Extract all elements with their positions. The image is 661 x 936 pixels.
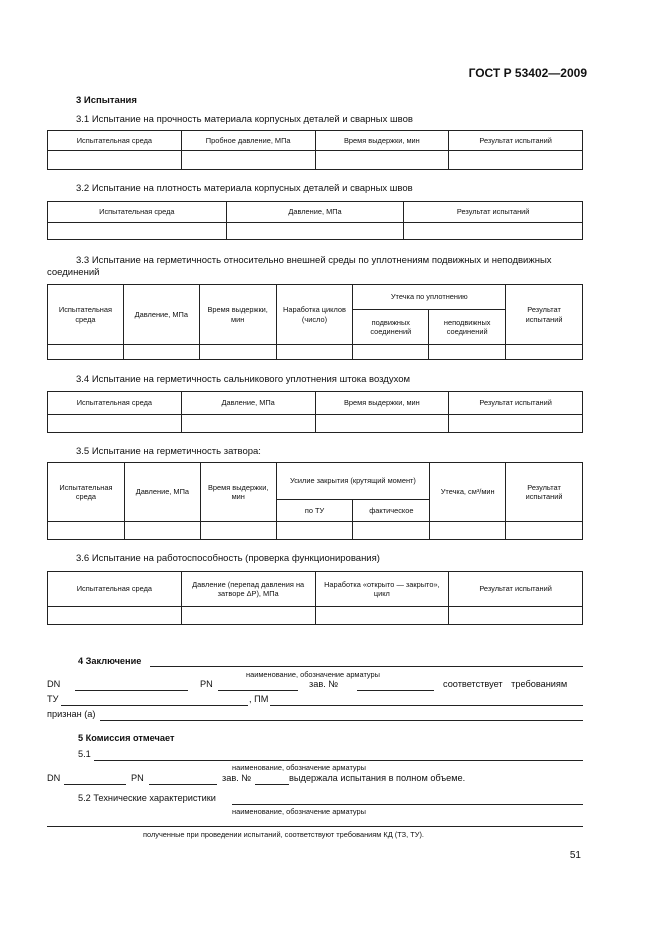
col-header: Результат испытаний: [449, 572, 583, 607]
col-header: Результат испытаний: [506, 285, 583, 345]
table-cell[interactable]: [48, 607, 182, 625]
zav-label: зав. №: [309, 679, 339, 689]
caption-3-3-line2: соединений: [47, 267, 100, 278]
pm-field[interactable]: [270, 705, 583, 706]
section-4-title: 4 Заключение: [78, 656, 142, 666]
table-3-5: [47, 462, 583, 540]
page-number: 51: [569, 850, 581, 861]
table-cell[interactable]: [315, 607, 449, 625]
tu-label: ТУ: [47, 694, 59, 704]
caption-3-2: 3.2 Испытание на плотность материала корпусных деталей и сварных швов: [76, 183, 413, 194]
table-cell[interactable]: [430, 522, 506, 540]
caption-3-4: 3.4 Испытание на герметичность сальникового уплотнения штока воздухом: [76, 374, 411, 385]
pn-field[interactable]: [218, 690, 298, 691]
recognized-label: признан (а): [47, 709, 96, 719]
zav-field[interactable]: [357, 690, 434, 691]
section-5-title: 5 Комиссия отмечает: [78, 733, 175, 743]
table-cell[interactable]: [449, 151, 583, 170]
table-cell[interactable]: [353, 522, 430, 540]
col-header: Результат испытаний: [449, 392, 583, 415]
table-cell[interactable]: [226, 223, 404, 240]
conclusion-field[interactable]: [150, 666, 583, 667]
item-5-1-label: 5.1: [78, 749, 91, 759]
table-3-3: [47, 284, 583, 360]
col-header: Усилие закрытия (крутящий момент): [276, 463, 430, 500]
col-subheader: подвижных соединений: [353, 310, 429, 345]
col-header: Результат испытаний: [449, 131, 583, 151]
pm-label: , ПМ: [249, 694, 269, 704]
col-header: Результат испытаний: [506, 463, 583, 522]
col-header: Время выдержки, мин: [315, 392, 449, 415]
col-subheader: неподвижных соединений: [429, 310, 506, 345]
table-cell[interactable]: [449, 415, 583, 433]
table-cell[interactable]: [48, 415, 182, 433]
col-subheader: фактическое: [353, 500, 430, 522]
col-header: Испытательная среда: [48, 202, 227, 223]
zav-field[interactable]: [255, 784, 289, 785]
footer-note: полученные при проведении испытаний, соответствуют требованиям КД (ТЗ, ТУ).: [143, 830, 424, 839]
col-header: Давление, МПа: [124, 463, 200, 522]
col-header: Давление, МПа: [181, 392, 315, 415]
caption-3-6: 3.6 Испытание на работоспособность (проверка функционирования): [76, 553, 380, 564]
field-hint: наименование, обозначение арматуры: [246, 670, 380, 679]
table-cell[interactable]: [315, 415, 449, 433]
pn-label: PN: [200, 679, 213, 689]
table-cell[interactable]: [276, 345, 353, 360]
col-header: Испытательная среда: [48, 131, 182, 151]
table-3-6: [47, 571, 583, 625]
col-header: Давление, МПа: [226, 202, 404, 223]
table-cell[interactable]: [200, 522, 276, 540]
pn-field[interactable]: [149, 784, 217, 785]
passed-label: выдержала испытания в полном объеме.: [289, 773, 466, 783]
table-cell[interactable]: [404, 223, 583, 240]
col-header: Испытательная среда: [48, 285, 124, 345]
table-cell[interactable]: [48, 522, 125, 540]
document-header: ГОСТ Р 53402—2009: [468, 66, 587, 80]
table-3-2: [47, 201, 583, 240]
field-hint: наименование, обозначение арматуры: [232, 763, 366, 772]
field-hint: наименование, обозначение арматуры: [232, 807, 366, 816]
item-5-1-field[interactable]: [94, 760, 583, 761]
table-3-1: [47, 130, 583, 170]
table-cell[interactable]: [48, 345, 124, 360]
col-header: Утечка по уплотнению: [353, 285, 506, 310]
table-cell[interactable]: [181, 415, 315, 433]
col-header: Давление (перепад давления на затворе ΔP), МПа: [181, 572, 315, 607]
col-header: Давление, МПа: [123, 285, 199, 345]
table-cell[interactable]: [181, 607, 315, 625]
dn-label: DN: [47, 679, 61, 689]
table-cell[interactable]: [48, 223, 227, 240]
col-header: Наработка «открыто — закрыто», цикл: [315, 572, 449, 607]
col-subheader: по ТУ: [276, 500, 353, 522]
dn-field[interactable]: [64, 784, 126, 785]
col-header: Пробное давление, МПа: [181, 131, 315, 151]
conforms-label: соответствует требованиям: [443, 679, 568, 689]
table-cell[interactable]: [199, 345, 276, 360]
col-header: Результат испытаний: [404, 202, 583, 223]
caption-3-3-line1: 3.3 Испытание на герметичность относительно внешней среды по уплотнениям подвижных и неподвижных: [76, 255, 552, 266]
section-3-title: 3 Испытания: [76, 95, 137, 106]
table-cell[interactable]: [429, 345, 506, 360]
table-cell[interactable]: [124, 522, 200, 540]
table-cell[interactable]: [48, 151, 182, 170]
table-cell[interactable]: [123, 345, 199, 360]
caption-3-5: 3.5 Испытание на герметичность затвора:: [76, 446, 261, 457]
table-cell[interactable]: [506, 345, 583, 360]
table-cell[interactable]: [506, 522, 583, 540]
caption-3-1: 3.1 Испытание на прочность материала корпусных деталей и сварных швов: [76, 114, 413, 125]
table-cell[interactable]: [276, 522, 353, 540]
zav-label: зав. №: [222, 773, 252, 783]
col-header: Испытательная среда: [48, 572, 182, 607]
dn-label: DN: [47, 773, 61, 783]
pn-label: PN: [131, 773, 144, 783]
recognized-field[interactable]: [100, 720, 583, 721]
col-header: Испытательная среда: [48, 392, 182, 415]
table-cell[interactable]: [181, 151, 315, 170]
col-header: Наработка циклов (число): [276, 285, 353, 345]
tu-field[interactable]: [61, 705, 248, 706]
col-header: Время выдержки, мин: [199, 285, 276, 345]
table-cell[interactable]: [449, 607, 583, 625]
col-header: Испытательная среда: [48, 463, 125, 522]
col-header: Время выдержки, мин: [200, 463, 276, 522]
col-header: Утечка, см³/мин: [430, 463, 506, 522]
characteristics-field[interactable]: [47, 826, 583, 827]
item-5-2-field[interactable]: [232, 804, 583, 805]
dn-field[interactable]: [75, 690, 188, 691]
table-cell[interactable]: [315, 151, 449, 170]
col-header: Время выдержки, мин: [315, 131, 449, 151]
table-3-4: [47, 391, 583, 433]
table-cell[interactable]: [353, 345, 429, 360]
item-5-2-label: 5.2 Технические характеристики: [78, 793, 216, 803]
